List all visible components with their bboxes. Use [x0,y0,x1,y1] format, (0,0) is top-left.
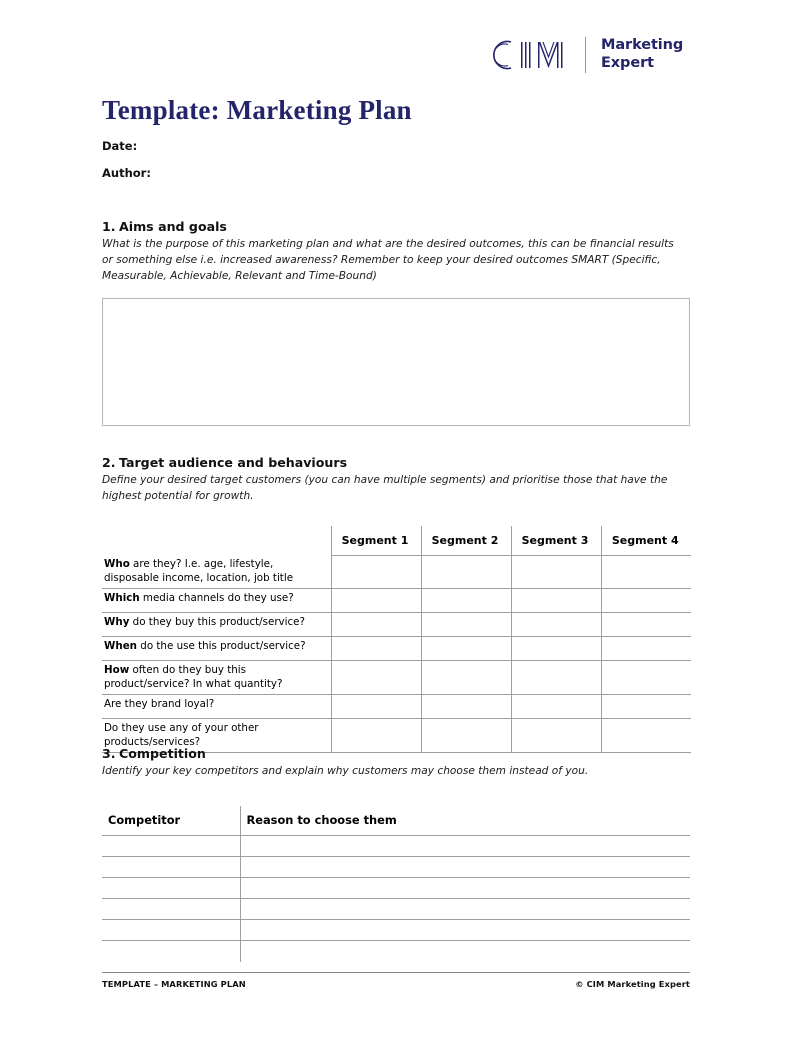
section-heading-competition [102,746,206,761]
reason-cell[interactable] [240,836,690,857]
cim-wordmark-icon [487,35,573,75]
section-number-2: 2. [102,455,116,470]
question-keyword: Why [104,616,130,628]
section-description-competition: Identify your key competitors and explain why customers may choose them instead of you. [102,765,589,777]
competitor-cell[interactable] [102,857,240,878]
section-title-2: Target audience and behaviours [119,455,348,470]
target-audience-table [102,526,691,753]
competitor-cell[interactable] [102,836,240,857]
audience-answer-cell[interactable] [601,555,691,589]
table-row [102,555,691,589]
question-keyword: When [104,640,138,652]
question-keyword: Which [104,592,140,604]
audience-answer-cell[interactable] [421,661,511,695]
cim-logo [487,33,692,81]
audience-answer-cell[interactable] [421,589,511,613]
logo-word-marketing: Marketing [601,37,684,53]
audience-answer-cell[interactable] [601,637,691,661]
audience-answer-cell[interactable] [601,613,691,637]
question-keyword: How [104,664,130,676]
audience-answer-cell[interactable] [511,555,601,589]
audience-answer-cell[interactable] [331,613,421,637]
audience-question-cell: Do they use any of your other products/services? [102,719,331,753]
audience-answer-cell[interactable] [421,719,511,753]
section-number-3: 3. [102,746,116,761]
audience-question-cell: How often do they buy this product/service? In what quantity? [102,661,331,695]
section-description-audience: Define your desired target customers (you can have multiple segments) and prioritise those that have the highest potential for growth. [102,474,668,502]
table-row [102,857,690,878]
competitor-cell[interactable] [102,920,240,941]
section-heading-aims [102,219,227,234]
audience-answer-cell[interactable] [511,589,601,613]
section-title-3: Competition [119,746,206,761]
audience-question-cell: Who are they? I.e. age, lifestyle, disposable income, location, job title [102,555,331,589]
competition-table-divider-tail [240,936,241,959]
audience-answer-cell[interactable] [331,555,421,589]
audience-answer-cell[interactable] [511,661,601,695]
reason-cell[interactable] [240,941,690,962]
table-row [102,941,690,962]
column-header-segment-1: Segment 1 [331,526,421,555]
audience-answer-cell[interactable] [331,637,421,661]
reason-cell[interactable] [240,920,690,941]
column-header-reason: Reason to choose them [240,806,690,836]
table-header-row [102,806,690,836]
audience-answer-cell[interactable] [331,589,421,613]
logo-divider [585,37,586,73]
audience-answer-cell[interactable] [601,589,691,613]
column-header-competitor: Competitor [102,806,240,836]
audience-question-cell: When do the use this product/service? [102,637,331,661]
competition-table [102,806,690,962]
aims-answer-box[interactable] [102,298,690,426]
column-header-segment-3: Segment 3 [511,526,601,555]
audience-answer-cell[interactable] [601,719,691,753]
audience-answer-cell[interactable] [511,695,601,719]
logo-wordmark-text [601,36,683,72]
column-header-segment-4: Segment 4 [601,526,691,555]
section-number-1: 1. [102,219,116,234]
audience-answer-cell[interactable] [421,695,511,719]
footer-right-text: © CIM Marketing Expert [575,979,690,989]
audience-answer-cell[interactable] [331,661,421,695]
section-heading-audience [102,455,347,470]
audience-answer-cell[interactable] [421,637,511,661]
audience-answer-cell[interactable] [331,695,421,719]
date-field-label: Date: [102,139,138,153]
question-keyword: Who [104,558,130,570]
audience-answer-cell[interactable] [601,695,691,719]
footer-left-text: TEMPLATE – MARKETING PLAN [102,979,246,989]
table-row [102,899,690,920]
audience-answer-cell[interactable] [511,637,601,661]
competitor-cell[interactable] [102,899,240,920]
table-row [102,695,691,719]
segment-table-corner [102,526,331,555]
column-header-segment-2: Segment 2 [421,526,511,555]
table-row [102,637,691,661]
table-row [102,661,691,695]
audience-answer-cell[interactable] [511,719,601,753]
audience-answer-cell[interactable] [601,661,691,695]
table-row [102,589,691,613]
audience-question-cell: Why do they buy this product/service? [102,613,331,637]
table-row [102,836,690,857]
table-row [102,920,690,941]
audience-answer-cell[interactable] [331,719,421,753]
table-row [102,613,691,637]
section-title-1: Aims and goals [119,219,227,234]
audience-answer-cell[interactable] [511,613,601,637]
reason-cell[interactable] [240,857,690,878]
logo-word-expert: Expert [601,55,654,71]
audience-question-cell: Which media channels do they use? [102,589,331,613]
audience-question-cell: Are they brand loyal? [102,695,331,719]
reason-cell[interactable] [240,899,690,920]
table-row [102,878,690,899]
author-field-label: Author: [102,166,151,180]
audience-answer-cell[interactable] [421,555,511,589]
reason-cell[interactable] [240,878,690,899]
page-title: Template: Marketing Plan [102,95,412,125]
section-description-aims: What is the purpose of this marketing plan and what are the desired outcomes, this can be financial results or something else i.e. increased awareness? Remember to keep your desired outcomes SMART (Specific, Measurable, Achievable, Relevant and Time-Bound) [102,238,674,282]
competitor-cell[interactable] [102,878,240,899]
footer-divider [102,972,690,973]
audience-answer-cell[interactable] [421,613,511,637]
competitor-cell[interactable] [102,941,240,962]
table-header-row [102,526,691,555]
